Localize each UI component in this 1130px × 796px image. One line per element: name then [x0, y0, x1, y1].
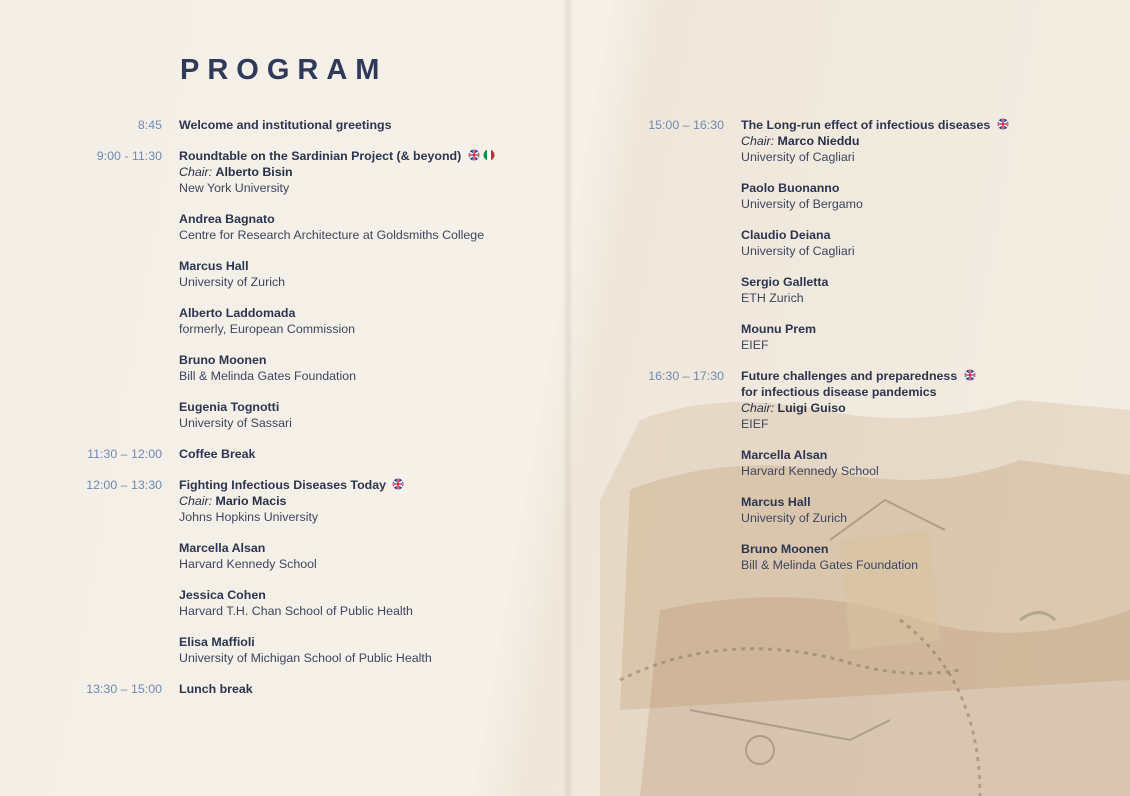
speaker-name: Andrea Bagnato: [179, 212, 275, 226]
speaker-affiliation: University of Zurich: [179, 275, 286, 289]
speaker-name: Bruno Moonen: [741, 542, 829, 556]
uk-flag-icon: [392, 478, 404, 490]
speaker: [741, 180, 1110, 212]
program-column-left: [78, 117, 548, 712]
page-fold: [563, 0, 573, 796]
session-title-line-2: for infectious disease pandemics: [741, 385, 937, 399]
session-title: Welcome and institutional greetings: [179, 118, 392, 132]
speaker-affiliation: University of Zurich: [741, 511, 848, 525]
session-future-challenges: [640, 368, 1110, 573]
speaker: [179, 305, 548, 337]
speaker-name: Bruno Moonen: [179, 353, 267, 367]
speaker: [179, 634, 548, 666]
speaker-affiliation: University of Sassari: [179, 416, 292, 430]
session-welcome: [78, 117, 548, 133]
speaker-name: Alberto Laddomada: [179, 306, 296, 320]
session-coffee-break: [78, 446, 548, 462]
session-title: Lunch break: [179, 682, 253, 696]
speaker: [741, 227, 1110, 259]
speaker-affiliation: Centre for Research Architecture at Goldsmiths College: [179, 228, 485, 242]
speaker-affiliation: Harvard Kennedy School: [179, 557, 317, 571]
speaker: [179, 540, 548, 572]
speaker-affiliation: Harvard Kennedy School: [741, 464, 879, 478]
speaker-name: Mounu Prem: [741, 322, 817, 336]
speaker-affiliation: Harvard T.H. Chan School of Public Health: [179, 604, 413, 618]
speaker: [741, 541, 1110, 573]
session-time: 12:00 – 13:30: [86, 478, 162, 492]
speaker: [179, 399, 548, 431]
session-roundtable: [78, 148, 548, 431]
speaker: [179, 352, 548, 384]
chair-affiliation: EIEF: [741, 417, 769, 431]
speaker-name: Eugenia Tognotti: [179, 400, 280, 414]
session-title: Coffee Break: [179, 447, 256, 461]
speaker: [179, 258, 548, 290]
uk-flag-icon: [964, 369, 976, 381]
speaker: [741, 447, 1110, 479]
chair-affiliation: New York University: [179, 181, 290, 195]
uk-flag-icon: [468, 149, 480, 161]
session-time: 11:30 – 12:00: [87, 447, 162, 461]
speaker-affiliation: EIEF: [741, 338, 769, 352]
session-chair: Chair: Mario Macis: [179, 494, 287, 508]
speaker-name: Marcella Alsan: [179, 541, 266, 555]
italy-flag-icon: [483, 149, 495, 161]
session-fighting-infectious-diseases: [78, 477, 548, 666]
program-column-right: [640, 117, 1110, 588]
speaker-affiliation: formerly, European Commission: [179, 322, 356, 336]
speaker-name: Claudio Deiana: [741, 228, 831, 242]
speaker-name: Paolo Buonanno: [741, 181, 840, 195]
speaker-affiliation: University of Bergamo: [741, 197, 863, 211]
speaker-affiliation: Bill & Melinda Gates Foundation: [741, 558, 919, 572]
session-time: 16:30 – 17:30: [648, 369, 724, 383]
session-chair: Chair: Luigi Guiso: [741, 401, 846, 415]
session-title: The Long-run effect of infectious diseases: [741, 118, 991, 132]
speaker-affiliation: Bill & Melinda Gates Foundation: [179, 369, 357, 383]
speaker: [741, 274, 1110, 306]
session-long-run-effect: [640, 117, 1110, 353]
session-time: 9:00 - 11:30: [96, 149, 162, 163]
speaker-name: Marcella Alsan: [741, 448, 828, 462]
chair-affiliation: Johns Hopkins University: [179, 510, 319, 524]
page-title: PROGRAM: [180, 54, 388, 86]
speaker: [741, 321, 1110, 353]
session-time: 8:45: [137, 118, 162, 132]
uk-flag-icon: [997, 118, 1009, 130]
session-chair: Chair: Alberto Bisin: [179, 165, 293, 179]
speaker-name: Elisa Maffioli: [179, 635, 255, 649]
session-title: Roundtable on the Sardinian Project (& beyond): [179, 149, 462, 163]
speaker: [179, 211, 548, 243]
session-chair: Chair: Marco Nieddu: [741, 134, 860, 148]
speaker: [741, 494, 1110, 526]
speaker-name: Jessica Cohen: [179, 588, 266, 602]
speaker-name: Marcus Hall: [179, 259, 249, 273]
session-time: 15:00 – 16:30: [648, 118, 724, 132]
session-title: Fighting Infectious Diseases Today: [179, 478, 387, 492]
speaker: [179, 587, 548, 619]
speaker-name: Sergio Galletta: [741, 275, 829, 289]
session-title: Future challenges and preparedness: [741, 369, 958, 383]
speaker-affiliation: University of Michigan School of Public Health: [179, 651, 432, 665]
session-time: 13:30 – 15:00: [86, 682, 162, 696]
chair-affiliation: University of Cagliari: [741, 150, 855, 164]
speaker-affiliation: University of Cagliari: [741, 244, 855, 258]
session-lunch-break: [78, 681, 548, 697]
speaker-affiliation: ETH Zurich: [741, 291, 804, 305]
speaker-name: Marcus Hall: [741, 495, 811, 509]
